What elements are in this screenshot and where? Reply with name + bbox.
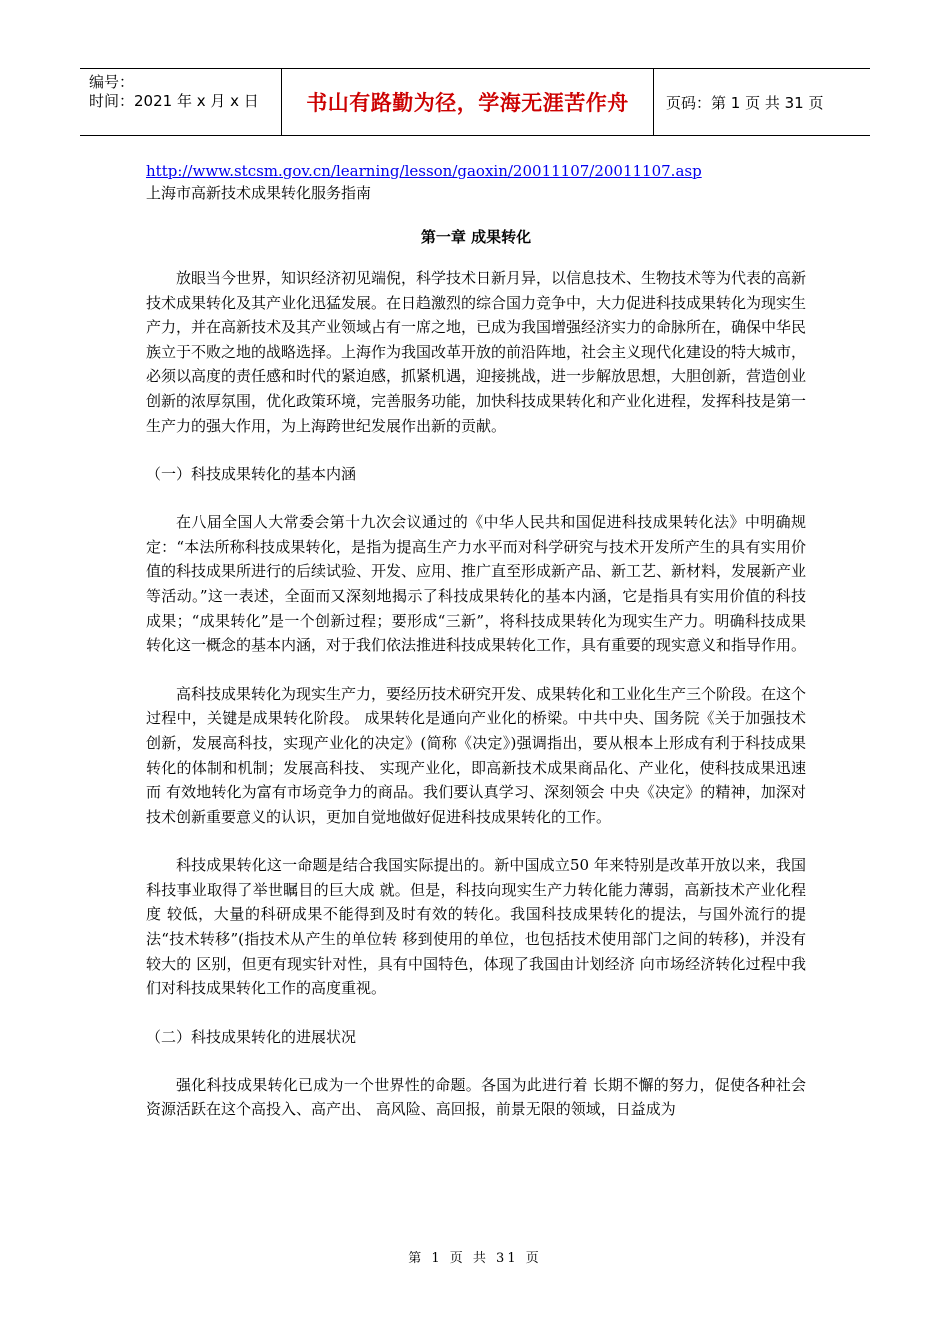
intro-paragraph: 放眼当今世界，知识经济初见端倪，科学技术日新月异，以信息技术、生物技术等为代表的高新技术成果转化及其产业化迅猛发展。在日趋激烈的综合国力竞争中，大力促进科技成果转化为现实生产力，并在高新技术及其产业领域占有一席之地，已成为我国增强经济实力的命脉所在，确保中华民族立于不败之地的战略选择。上海作为我国改革开放的前沿阵地，社会主义现代化建设的特大城市，必须以高度的责任感和时代的紧迫感，抓紧机遇，迎接挑战，进一步解放思想，大胆创新，营造创业创新的浓厚氛围，优化政策环境，完善服务功能，加快科技成果转化和产业化进程，发挥科技是第一生产力的强大作用，为上海跨世纪发展作出新的贡献。: [146, 269, 807, 435]
document-header: [80, 68, 870, 136]
section1-paragraph: 科技成果转化这一命题是结合我国实际提出的。新中国成立50 年来特别是改革开放以来，我国科技事业取得了举世瞩目的巨大成 就。但是，科技向现实生产力转化能力薄弱，高新技术产业化程度 较低，大量的科研成果不能得到及时有效的转化。我国科技成果转化的提法，与国外流行的提法“技术转移”(指技术从产生的单位转 移到使用的单位，也包括技术使用部门之间的转移)，并没有较大的 区别，但更有现实针对性，具有中国特色，体现了我国由计划经济 向市场经济转化过程中我们对科技成果转化工作的高度重视。: [146, 856, 806, 998]
document-body: [146, 160, 806, 1146]
section1-paragraph: 高科技成果转化为现实生产力，要经历技术研究开发、成果转化和工业化生产三个阶段。在这个过程中，关键是成果转化阶段。 成果转化是通向产业化的桥梁。中共中央、国务院《关于加强技术 创新，发展高科技，实现产业化的决定》(简称《决定》)强调指出，要从根本上形成有利于科技成果转化的体制和机制；发展高科技、 实现产业化，即高新技术成果商品化、产业化，使科技成果迅速而 有效地转化为富有市场竞争力的商品。我们要认真学习、深刻领会 中央《决定》的精神，加深对技术创新重要意义的认识，更加自觉地做好促进科技成果转化的工作。: [146, 684, 807, 826]
number-label: 编号：: [89, 73, 135, 91]
header-meta-cell: [80, 69, 282, 135]
page-info: 页码：第 1 页 共 31 页: [666, 93, 824, 112]
footer-page-number: 第 1 页 共 31 页: [408, 1251, 542, 1266]
document-subtitle: 上海市高新技术成果转化服务指南: [146, 184, 372, 202]
section-heading-1: （一）科技成果转化的基本内涵: [146, 465, 357, 484]
header-motto-cell: [282, 69, 654, 135]
header-page-cell: [654, 69, 870, 135]
section2-paragraph: 强化科技成果转化已成为一个世界性的命题。各国为此进行着 长期不懈的努力，促使各种社会资源活跃在这个高投入、高产出、 高风险、高回报，前景无限的领域，日益成为: [146, 1075, 806, 1119]
page-footer: [0, 1247, 950, 1266]
chapter-title: 第一章 成果转化: [420, 228, 532, 246]
section1-paragraph: 在八届全国人大常委会第十九次会议通过的《中华人民共和国促进科技成果转化法》中明确规定：“本法所称科技成果转化，是指为提高生产力水平而对科学研究与技术开发所产生的具有实用价值的科技成果所进行的后续试验、开发、应用、推广直至形成新产品、新工艺、新材料，发展新产业等活动。”这一表述，全面而又深刻地揭示了科技成果转化的基本内涵，它是指具有实用价值的科技成果；“成果转化”是一个创新过程；要形成“三新”，将科技成果转化为现实生产力。明确科技成果转化这一概念的基本内涵，对于我们依法推进科技成果转化工作，具有重要的现实意义和指导作用。: [146, 513, 807, 655]
source-url-link[interactable]: http://www.stcsm.gov.cn/learning/lesson/gaoxin/20011107/20011107.asp: [146, 162, 702, 180]
motto-text: 书山有路勤为径，学海无涯苦作舟: [306, 91, 629, 115]
section-heading-2: （二）科技成果转化的进展状况: [146, 1027, 357, 1046]
time-label: 时间：2021 年 x 月 x 日: [89, 92, 259, 110]
